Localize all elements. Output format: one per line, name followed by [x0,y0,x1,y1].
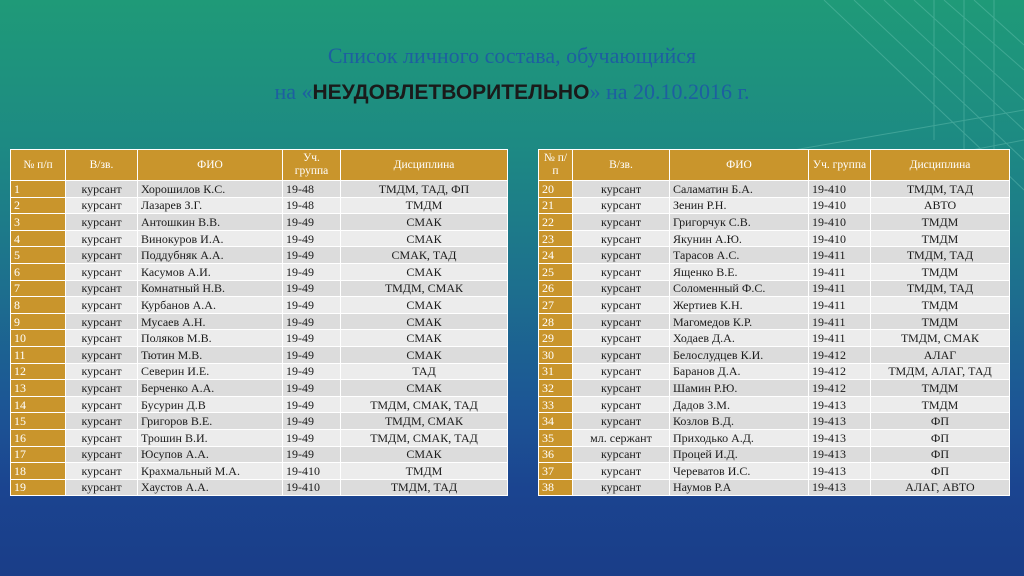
row-number: 35 [539,429,573,446]
row-discipline: СМАК [341,230,508,247]
row-group: 19-410 [809,230,871,247]
table-row [11,346,508,363]
row-number: 34 [539,413,573,430]
row-discipline: ТМДМ, СМАК [871,330,1010,347]
row-number: 30 [539,346,573,363]
row-number: 22 [539,214,573,231]
header-rank: В/зв. [66,150,138,181]
row-name: Магомедов К.Р. [670,313,809,330]
row-name: Якунин А.Ю. [670,230,809,247]
row-rank: курсант [66,330,138,347]
row-number: 25 [539,263,573,280]
row-name: Череватов И.С. [670,463,809,480]
row-discipline: ФП [871,463,1010,480]
row-group: 19-49 [283,330,341,347]
row-rank: курсант [573,214,670,231]
row-name: Винокуров И.А. [138,230,283,247]
row-number: 28 [539,313,573,330]
row-name: Лазарев З.Г. [138,197,283,214]
row-name: Белослудцев К.И. [670,346,809,363]
row-number: 17 [11,446,66,463]
row-group: 19-412 [809,346,871,363]
row-number: 14 [11,396,66,413]
row-group: 19-49 [283,413,341,430]
row-name: Дадов З.М. [670,396,809,413]
row-discipline: ТМДМ, ТАД, ФП [341,181,508,198]
row-number: 16 [11,429,66,446]
row-name: Поляков М.В. [138,330,283,347]
row-group: 19-49 [283,346,341,363]
row-number: 12 [11,363,66,380]
row-discipline: ФП [871,413,1010,430]
row-number: 27 [539,297,573,314]
row-number: 36 [539,446,573,463]
row-group: 19-411 [809,263,871,280]
row-number: 13 [11,380,66,397]
row-number: 8 [11,297,66,314]
row-discipline: ФП [871,429,1010,446]
table-row [11,230,508,247]
row-name: Соломенный Ф.С. [670,280,809,297]
row-discipline: СМАК [341,313,508,330]
row-number: 19 [11,479,66,496]
row-discipline: ТМДМ [871,313,1010,330]
row-group: 19-410 [283,463,341,480]
row-discipline: ФП [871,446,1010,463]
row-group: 19-413 [809,446,871,463]
header-group: Уч. группа [283,150,341,181]
row-discipline: ТМДМ, ТАД [341,479,508,496]
row-number: 23 [539,230,573,247]
row-discipline: СМАК [341,346,508,363]
row-rank: курсант [573,230,670,247]
row-group: 19-413 [809,396,871,413]
row-discipline: ТМДМ [871,230,1010,247]
row-group: 19-49 [283,446,341,463]
row-name: Бусурин Д.В [138,396,283,413]
table-row [11,280,508,297]
row-name: Григоров В.Е. [138,413,283,430]
row-group: 19-49 [283,230,341,247]
row-rank: курсант [573,380,670,397]
row-rank: курсант [66,396,138,413]
row-group: 19-412 [809,380,871,397]
table-row [539,463,1010,480]
table-row [11,396,508,413]
row-name: Мусаев А.Н. [138,313,283,330]
row-name: Крахмальный М.А. [138,463,283,480]
header-discipline: Дисциплина [341,150,508,181]
table-row [539,313,1010,330]
row-name: Касумов А.И. [138,263,283,280]
table-row [11,330,508,347]
row-rank: курсант [66,181,138,198]
row-number: 5 [11,247,66,264]
row-group: 19-413 [809,479,871,496]
row-name: Антошкин В.В. [138,214,283,231]
row-name: Шамин Р.Ю. [670,380,809,397]
row-rank: курсант [573,297,670,314]
table-row [539,346,1010,363]
row-rank: курсант [66,297,138,314]
row-name: Хаустов А.А. [138,479,283,496]
table-row [539,429,1010,446]
row-rank: курсант [573,313,670,330]
row-number: 37 [539,463,573,480]
table-row [11,463,508,480]
row-rank: мл. сержант [573,429,670,446]
row-discipline: ТМДМ [871,263,1010,280]
title-suffix: » на 20.10.2016 г. [589,79,750,104]
row-discipline: ТМДМ, ТАД [871,280,1010,297]
row-discipline: ТМДМ, СМАК [341,413,508,430]
table-row [539,230,1010,247]
row-number: 33 [539,396,573,413]
header-rank: В/зв. [573,150,670,181]
row-rank: курсант [573,463,670,480]
row-rank: курсант [66,363,138,380]
row-group: 19-412 [809,363,871,380]
header-number: № п/п [11,150,66,181]
row-number: 1 [11,181,66,198]
row-rank: курсант [66,313,138,330]
row-name: Приходько А.Д. [670,429,809,446]
table-row [11,313,508,330]
table-row [11,429,508,446]
table-row [11,446,508,463]
table-row [539,380,1010,397]
row-number: 31 [539,363,573,380]
row-number: 20 [539,181,573,198]
row-rank: курсант [573,263,670,280]
page-title [0,38,1024,111]
row-discipline: АЛАГ [871,346,1010,363]
row-discipline: ТМДМ, СМАК, ТАД [341,396,508,413]
row-group: 19-411 [809,330,871,347]
header-discipline: Дисциплина [871,150,1010,181]
row-rank: курсант [66,380,138,397]
table-row [539,214,1010,231]
row-group: 19-49 [283,297,341,314]
table-row [539,263,1010,280]
row-rank: курсант [573,197,670,214]
header-group: Уч. группа [809,150,871,181]
table-row [539,363,1010,380]
row-rank: курсант [66,247,138,264]
row-group: 19-49 [283,396,341,413]
row-rank: курсант [66,413,138,430]
row-name: Ходаев Д.А. [670,330,809,347]
row-number: 26 [539,280,573,297]
row-rank: курсант [66,463,138,480]
row-rank: курсант [66,429,138,446]
row-group: 19-411 [809,297,871,314]
row-group: 19-49 [283,429,341,446]
table-row [11,380,508,397]
row-group: 19-49 [283,247,341,264]
row-group: 19-49 [283,363,341,380]
row-group: 19-410 [809,214,871,231]
row-name: Саламатин Б.А. [670,181,809,198]
row-discipline: ТМДМ, ТАД [871,247,1010,264]
table-row [539,413,1010,430]
title-line-1: Список личного состава, обучающийся [327,43,697,68]
row-discipline: СМАК, ТАД [341,247,508,264]
table-row [11,413,508,430]
row-group: 19-410 [283,479,341,496]
row-rank: курсант [573,413,670,430]
row-name: Берченко А.А. [138,380,283,397]
header-number: № п/п [539,150,573,181]
table-header-row [11,150,508,181]
row-group: 19-411 [809,313,871,330]
row-number: 11 [11,346,66,363]
row-name: Григорчук С.В. [670,214,809,231]
row-name: Хорошилов К.С. [138,181,283,198]
row-group: 19-49 [283,280,341,297]
table-row [11,181,508,198]
row-discipline: ТМДМ [871,396,1010,413]
row-number: 15 [11,413,66,430]
row-discipline: ТМДМ, СМАК [341,280,508,297]
students-table-left [10,149,508,496]
row-name: Козлов В.Д. [670,413,809,430]
row-number: 32 [539,380,573,397]
row-rank: курсант [573,363,670,380]
row-rank: курсант [66,230,138,247]
row-group: 19-413 [809,463,871,480]
row-rank: курсант [573,446,670,463]
row-name: Поддубняк А.А. [138,247,283,264]
row-group: 19-49 [283,263,341,280]
row-group: 19-410 [809,181,871,198]
row-rank: курсант [573,181,670,198]
table-row [539,479,1010,496]
row-group: 19-410 [809,197,871,214]
table-row [11,479,508,496]
row-discipline: СМАК [341,297,508,314]
table-row [539,297,1010,314]
row-group: 19-413 [809,429,871,446]
row-rank: курсант [66,197,138,214]
header-name: ФИО [670,150,809,181]
table-row [11,247,508,264]
table-row [539,396,1010,413]
row-group: 19-48 [283,197,341,214]
title-line-2 [0,74,1024,111]
row-number: 9 [11,313,66,330]
row-name: Комнатный Н.В. [138,280,283,297]
row-discipline: АВТО [871,197,1010,214]
row-rank: курсант [573,330,670,347]
table-row [539,330,1010,347]
row-group: 19-49 [283,380,341,397]
row-name: Тютин М.В. [138,346,283,363]
row-name: Ященко В.Е. [670,263,809,280]
row-number: 29 [539,330,573,347]
row-rank: курсант [66,214,138,231]
row-name: Курбанов А.А. [138,297,283,314]
row-number: 3 [11,214,66,231]
row-name: Юсупов А.А. [138,446,283,463]
table-row [539,247,1010,264]
row-number: 7 [11,280,66,297]
row-rank: курсант [66,280,138,297]
table-row [539,446,1010,463]
row-name: Северин И.Е. [138,363,283,380]
row-rank: курсант [66,446,138,463]
row-discipline: СМАК [341,263,508,280]
row-name: Баранов Д.А. [670,363,809,380]
title-emphasis: НЕУДОВЛЕТВОРИТЕЛЬНО [312,81,590,104]
row-discipline: ТМДМ, АЛАГ, ТАД [871,363,1010,380]
row-rank: курсант [573,247,670,264]
row-number: 2 [11,197,66,214]
row-discipline: СМАК [341,446,508,463]
table-row [11,297,508,314]
row-number: 38 [539,479,573,496]
table-row [11,263,508,280]
row-discipline: ТМДМ [871,380,1010,397]
table-row [539,197,1010,214]
row-rank: курсант [66,346,138,363]
row-name: Наумов Р.А [670,479,809,496]
row-number: 21 [539,197,573,214]
row-name: Процей И.Д. [670,446,809,463]
row-discipline: ТМДМ [871,214,1010,231]
row-number: 24 [539,247,573,264]
row-group: 19-413 [809,413,871,430]
table-row [11,363,508,380]
row-rank: курсант [573,280,670,297]
row-rank: курсант [66,479,138,496]
row-number: 4 [11,230,66,247]
row-discipline: ТМДМ [341,197,508,214]
row-name: Жертиев К.Н. [670,297,809,314]
row-group: 19-411 [809,247,871,264]
header-name: ФИО [138,150,283,181]
row-discipline: ТМДМ, СМАК, ТАД [341,429,508,446]
row-rank: курсант [573,346,670,363]
row-discipline: АЛАГ, АВТО [871,479,1010,496]
table-row [11,197,508,214]
row-rank: курсант [573,396,670,413]
table-row [539,181,1010,198]
row-name: Трошин В.И. [138,429,283,446]
students-table-right [538,149,1010,496]
row-group: 19-411 [809,280,871,297]
row-name: Зенин Р.Н. [670,197,809,214]
row-group: 19-48 [283,181,341,198]
row-number: 10 [11,330,66,347]
row-group: 19-49 [283,214,341,231]
row-rank: курсант [66,263,138,280]
row-discipline: ТАД [341,363,508,380]
row-discipline: ТМДМ [871,297,1010,314]
row-discipline: СМАК [341,214,508,231]
row-discipline: СМАК [341,380,508,397]
row-discipline: СМАК [341,330,508,347]
row-name: Тарасов А.С. [670,247,809,264]
row-discipline: ТМДМ, ТАД [871,181,1010,198]
table-row [11,214,508,231]
row-rank: курсант [573,479,670,496]
table-header-row [539,150,1010,181]
title-prefix: на « [274,79,313,104]
row-group: 19-49 [283,313,341,330]
row-discipline: ТМДМ [341,463,508,480]
table-row [539,280,1010,297]
row-number: 18 [11,463,66,480]
row-number: 6 [11,263,66,280]
